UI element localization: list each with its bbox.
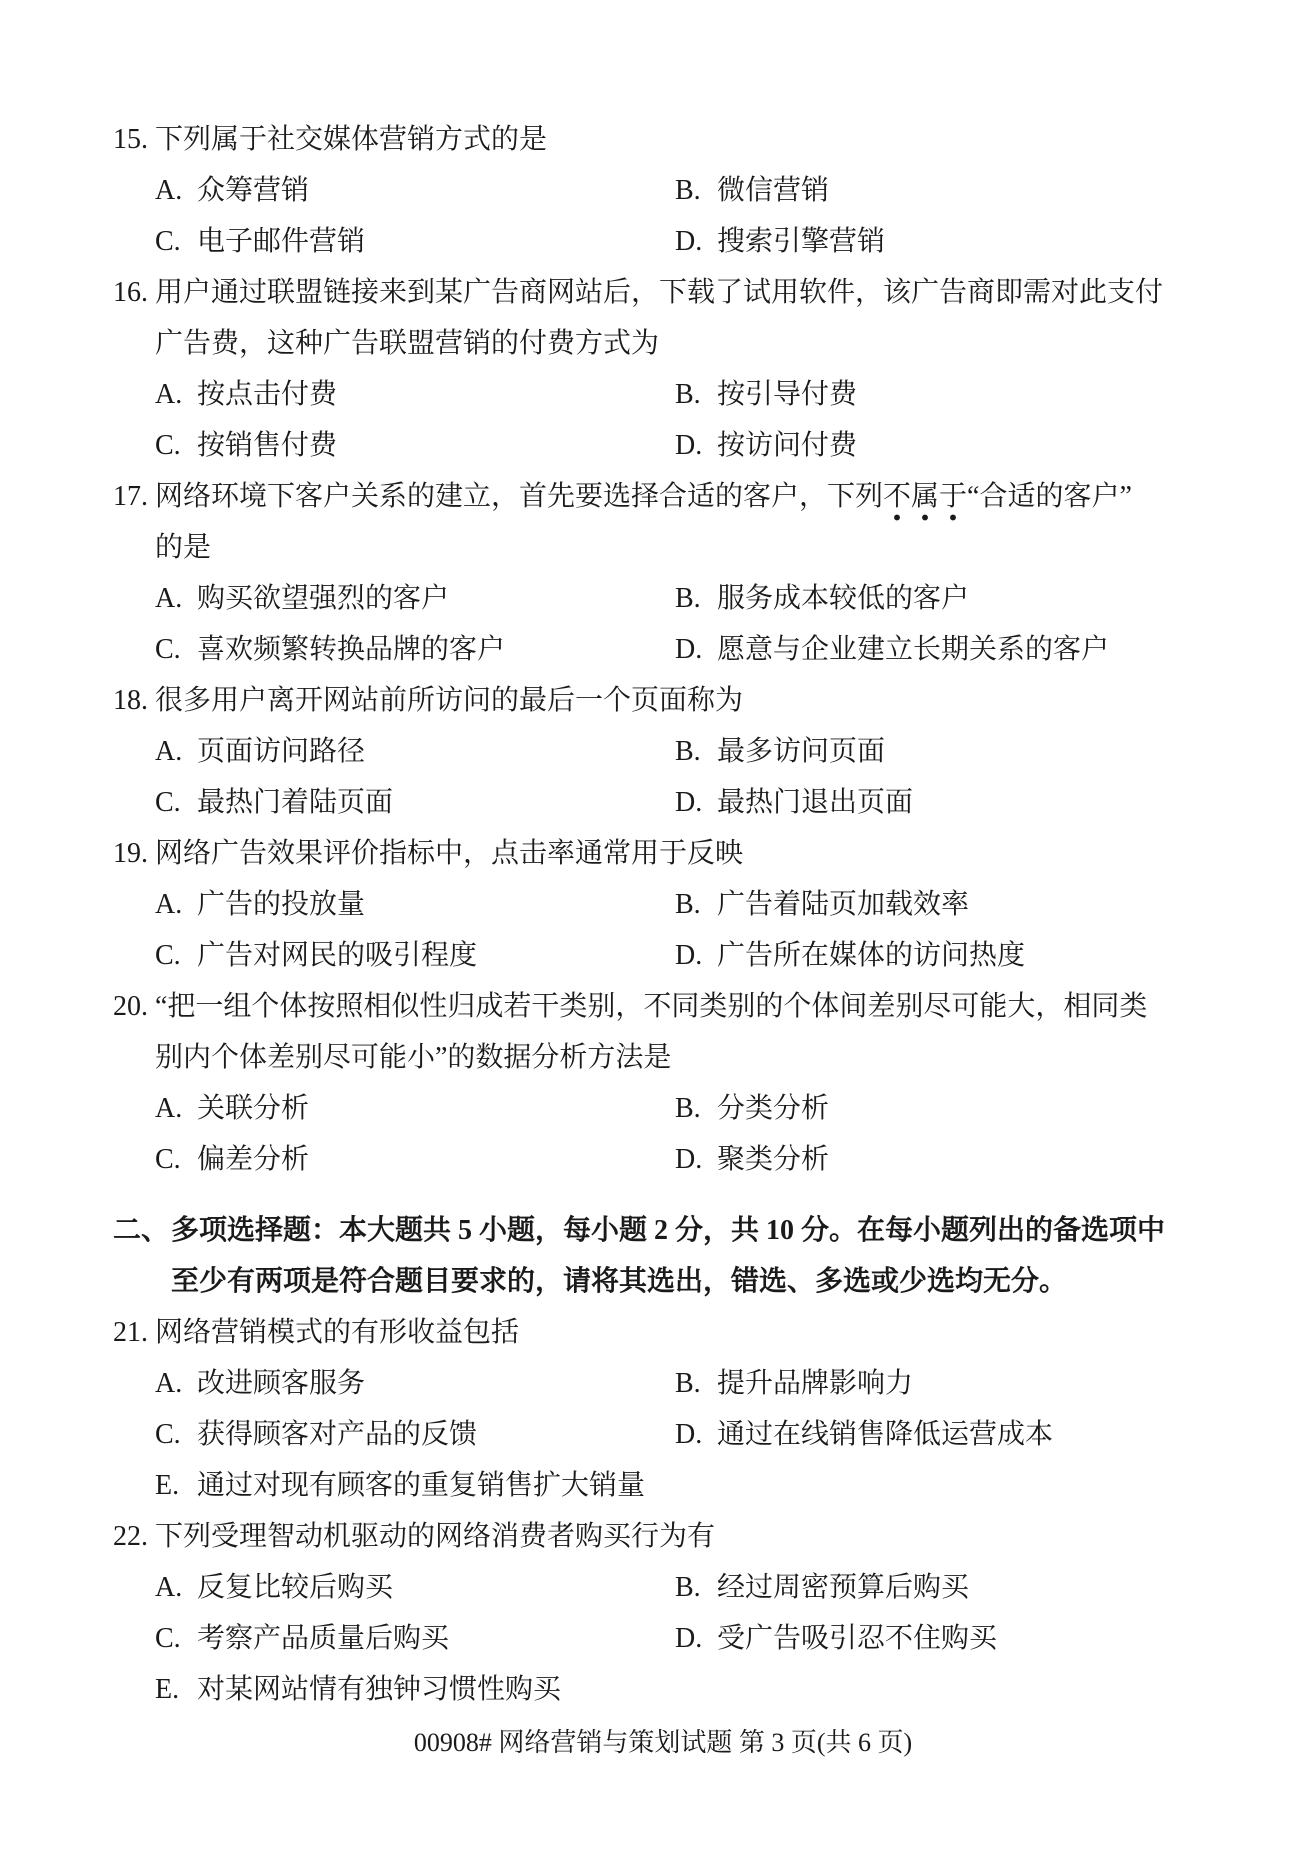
option-label: C.	[155, 634, 181, 665]
option-label: C.	[155, 226, 181, 257]
stem-emphasized-text: 不属于	[883, 481, 967, 521]
question-21-option-a	[155, 1358, 675, 1409]
question-18-option-d	[675, 777, 1213, 828]
question-16-option-b	[675, 369, 1213, 420]
option-text: 微信营销	[717, 175, 830, 206]
option-text: 偏差分析	[197, 1144, 310, 1175]
question-20-option-d	[675, 1134, 1213, 1185]
option-label: A.	[155, 1572, 183, 1603]
question-22-options	[155, 1562, 1213, 1715]
question-16-option-c	[155, 420, 675, 471]
option-text: 按引导付费	[717, 379, 858, 410]
option-text: 最热门退出页面	[717, 787, 914, 818]
question-16-options	[155, 369, 1213, 471]
question-19-option-a	[155, 879, 675, 930]
option-text: 搜索引擎营销	[717, 226, 886, 257]
option-text: 服务成本较低的客户	[717, 583, 970, 614]
question-16-stem	[155, 267, 1213, 369]
option-label: C.	[155, 1623, 181, 1654]
question-21-options	[155, 1358, 1213, 1511]
question-18-number: 18.	[113, 685, 148, 716]
option-label: D.	[675, 226, 703, 257]
option-text: 按访问付费	[717, 430, 858, 461]
option-label: D.	[675, 940, 703, 971]
question-17-option-c	[155, 624, 675, 675]
question-19-option-b	[675, 879, 1213, 930]
option-label: A.	[155, 1368, 183, 1399]
question-21	[113, 1307, 1213, 1511]
option-label: A.	[155, 379, 183, 410]
option-text: 喜欢频繁转换品牌的客户	[197, 634, 506, 665]
question-19-option-d	[675, 930, 1213, 981]
question-16	[113, 267, 1213, 471]
option-label: B.	[675, 1572, 701, 1603]
option-text: 电子邮件营销	[197, 226, 366, 257]
option-label: D.	[675, 787, 703, 818]
question-17-option-d	[675, 624, 1213, 675]
option-label: C.	[155, 1144, 181, 1175]
section-2-header	[113, 1205, 1213, 1307]
page-footer-text: 00908# 网络营销与策划试题 第 3 页(共 6 页)	[413, 1728, 913, 1757]
question-20-stem	[155, 981, 1213, 1083]
question-22-option-a	[155, 1562, 675, 1613]
question-16-option-a	[155, 369, 675, 420]
option-label: B.	[675, 583, 701, 614]
option-text: 获得顾客对产品的反馈	[197, 1419, 478, 1450]
option-text: 按销售付费	[197, 430, 338, 461]
stem-line: 的是	[155, 532, 212, 563]
option-text: 考察产品质量后购买	[197, 1623, 450, 1654]
option-label: A.	[155, 1093, 183, 1124]
question-17	[113, 471, 1213, 675]
question-19-options	[155, 879, 1213, 981]
question-21-option-d	[675, 1409, 1213, 1460]
option-text: 通过对现有顾客的重复销售扩大销量	[197, 1470, 646, 1501]
option-text: 广告所在媒体的访问热度	[717, 940, 1026, 971]
question-15-number: 15.	[113, 124, 148, 155]
option-label: C.	[155, 787, 181, 818]
question-18-options	[155, 726, 1213, 828]
question-22-stem: 下列受理智动机驱动的网络消费者购买行为有	[155, 1521, 716, 1552]
question-22-option-b	[675, 1562, 1213, 1613]
question-17-number: 17.	[113, 481, 148, 512]
option-label: A.	[155, 736, 183, 767]
question-16-number: 16.	[113, 277, 148, 308]
option-text: 关联分析	[197, 1093, 310, 1124]
question-21-stem: 网络营销模式的有形收益包括	[155, 1317, 520, 1348]
question-18-option-a	[155, 726, 675, 777]
question-19-option-c	[155, 930, 675, 981]
question-20-options	[155, 1083, 1213, 1185]
question-20-option-a	[155, 1083, 675, 1134]
option-text: 购买欲望强烈的客户	[197, 583, 450, 614]
option-text: 众筹营销	[197, 175, 310, 206]
question-15-options	[155, 165, 1213, 267]
question-22-option-c	[155, 1613, 675, 1664]
option-label: B.	[675, 175, 701, 206]
option-label: D.	[675, 430, 703, 461]
option-text: 经过周密预算后购买	[717, 1572, 970, 1603]
question-20-number: 20.	[113, 991, 148, 1022]
question-22-option-e	[155, 1664, 675, 1715]
question-18-option-b	[675, 726, 1213, 777]
stem-line: 别内个体差别尽可能小”的数据分析方法是	[155, 1042, 672, 1073]
option-label: D.	[675, 1144, 703, 1175]
page-footer	[113, 1725, 1213, 1761]
question-20-option-b	[675, 1083, 1213, 1134]
question-18-option-c	[155, 777, 675, 828]
option-label: D.	[675, 1419, 703, 1450]
option-text: 改进顾客服务	[197, 1368, 366, 1399]
option-label: B.	[675, 1093, 701, 1124]
stem-text: 网络环境下客户关系的建立，首先要选择合适的客户，下列	[155, 481, 884, 512]
option-text: 页面访问路径	[197, 736, 366, 767]
stem-line: “把一组个体按照相似性归成若干类别，不同类别的个体间差别尽可能大，相同类	[155, 991, 1148, 1022]
option-label: C.	[155, 940, 181, 971]
question-21-option-e	[155, 1460, 675, 1511]
question-17-option-a	[155, 573, 675, 624]
option-text: 广告着陆页加载效率	[717, 889, 970, 920]
question-21-option-c	[155, 1409, 675, 1460]
question-22	[113, 1511, 1213, 1715]
option-text: 最多访问页面	[717, 736, 886, 767]
stem-line	[155, 471, 1213, 522]
option-label: A.	[155, 175, 183, 206]
option-text: 反复比较后购买	[197, 1572, 394, 1603]
stem-line: 广告费，这种广告联盟营销的付费方式为	[155, 328, 660, 359]
question-15-option-b	[675, 165, 1213, 216]
option-text: 分类分析	[717, 1093, 830, 1124]
option-label: B.	[675, 736, 701, 767]
option-text: 广告对网民的吸引程度	[197, 940, 478, 971]
option-label: A.	[155, 889, 183, 920]
section-2-number: 二、	[113, 1215, 170, 1246]
option-label: D.	[675, 1623, 703, 1654]
option-label: B.	[675, 379, 701, 410]
question-21-option-b	[675, 1358, 1213, 1409]
question-19-stem: 网络广告效果评价指标中，点击率通常用于反映	[155, 838, 744, 869]
option-text: 聚类分析	[717, 1144, 830, 1175]
option-text: 按点击付费	[197, 379, 338, 410]
question-15-option-c	[155, 216, 675, 267]
option-label: B.	[675, 1368, 701, 1399]
question-15-option-a	[155, 165, 675, 216]
option-text: 愿意与企业建立长期关系的客户	[717, 634, 1110, 665]
question-17-options	[155, 573, 1213, 675]
stem-line: 用户通过联盟链接来到某广告商网站后，下载了试用软件，该广告商即需对此支付	[155, 277, 1164, 308]
question-16-option-d	[675, 420, 1213, 471]
option-text: 对某网站情有独钟习惯性购买	[197, 1674, 562, 1705]
option-text: 最热门着陆页面	[197, 787, 394, 818]
option-label: A.	[155, 583, 183, 614]
option-label: C.	[155, 430, 181, 461]
question-18	[113, 675, 1213, 828]
question-20-option-c	[155, 1134, 675, 1185]
option-label: E.	[155, 1674, 180, 1705]
question-17-stem	[155, 471, 1213, 573]
option-text: 通过在线销售降低运营成本	[717, 1419, 1054, 1450]
section-2-header-line: 至少有两项是符合题目要求的，请将其选出，错选、多选或少选均无分。	[171, 1266, 1068, 1297]
option-label: B.	[675, 889, 701, 920]
question-19-number: 19.	[113, 838, 148, 869]
question-21-number: 21.	[113, 1317, 148, 1348]
section-2-header-line: 多项选择题：本大题共 5 小题，每小题 2 分，共 10 分。在每小题列出的备选项中	[171, 1215, 1166, 1246]
exam-content	[113, 114, 1213, 1761]
question-20	[113, 981, 1213, 1185]
question-19	[113, 828, 1213, 981]
question-18-stem: 很多用户离开网站前所访问的最后一个页面称为	[155, 685, 744, 716]
option-label: E.	[155, 1470, 180, 1501]
option-label: C.	[155, 1419, 181, 1450]
question-22-option-d	[675, 1613, 1213, 1664]
option-label: D.	[675, 634, 703, 665]
question-15-option-d	[675, 216, 1213, 267]
option-text: 提升品牌影响力	[717, 1368, 914, 1399]
stem-text: “合适的客户”	[967, 481, 1132, 512]
question-15-stem: 下列属于社交媒体营销方式的是	[155, 124, 548, 155]
question-15	[113, 114, 1213, 267]
question-17-option-b	[675, 573, 1213, 624]
option-text: 受广告吸引忍不住购买	[717, 1623, 998, 1654]
option-text: 广告的投放量	[197, 889, 366, 920]
question-22-number: 22.	[113, 1521, 148, 1552]
